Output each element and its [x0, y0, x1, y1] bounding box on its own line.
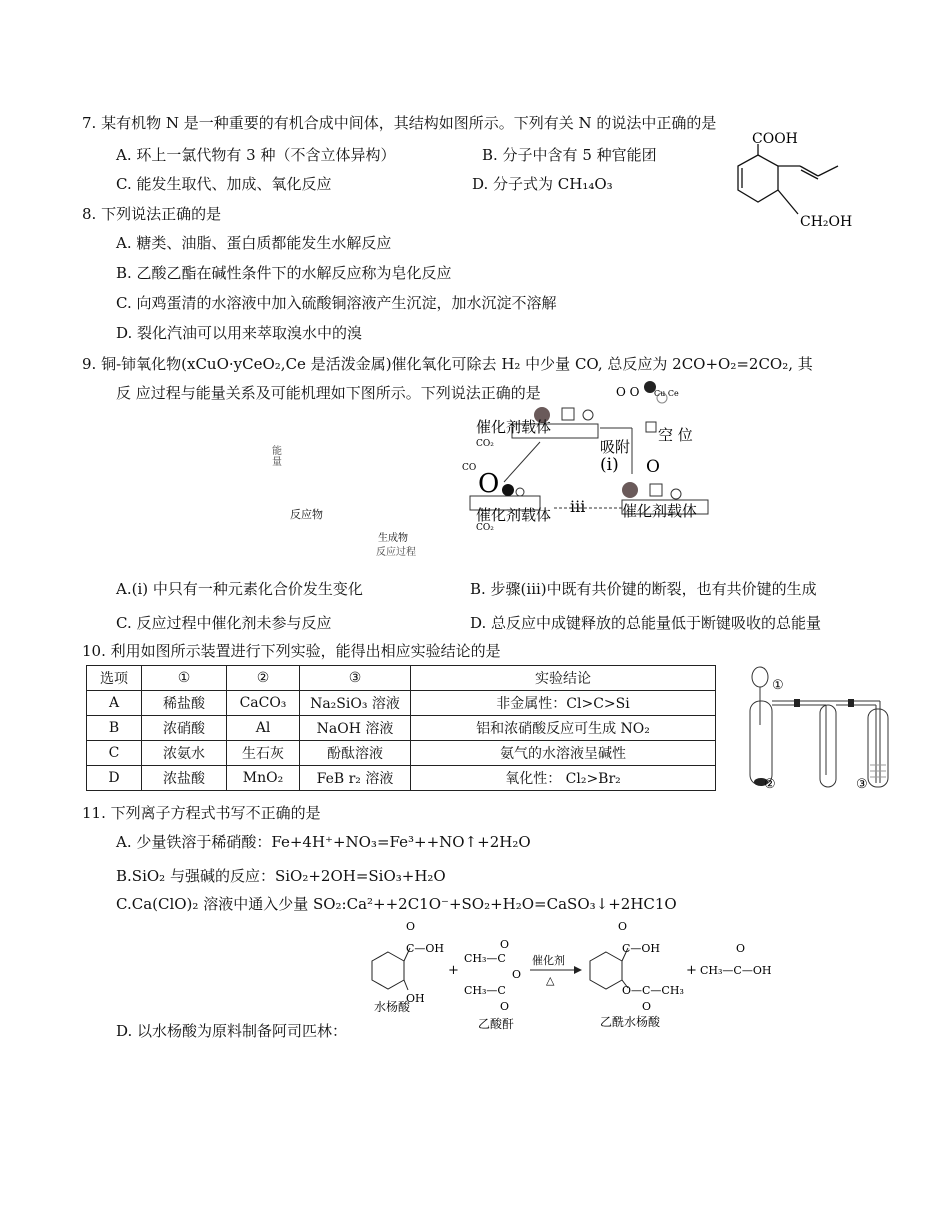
apparatus-label-1: ① — [772, 678, 784, 693]
q7-option-c[interactable]: C. 能发生取代、加成、氧化反应 — [116, 175, 332, 193]
salicylic-acid-label: 水杨酸 — [374, 1000, 411, 1014]
cell: MnO₂ — [227, 766, 300, 791]
mechanism-figure — [462, 378, 722, 548]
aspirin-carbonyl-o: O — [618, 920, 628, 933]
cell: CaCO₃ — [227, 691, 300, 716]
q9-stem-line2: 反 应过程与能量关系及可能机理如下图所示。下列说法正确的是 — [116, 384, 541, 402]
process-axis-label: 反应过程 — [376, 547, 416, 558]
q11-stem: 11. 下列离子方程式书写不正确的是 — [82, 804, 321, 822]
plus-sign-2: + — [686, 963, 697, 978]
q9-option-d[interactable]: D. 总反应中成键释放的总能量低于断键吸收的总能量 — [470, 614, 822, 632]
header-option: 选项 — [87, 666, 142, 691]
salicylic-c-oh: C—OH — [406, 942, 445, 955]
cell: 非金属性：Cl>C>Si — [411, 691, 716, 716]
mech-vacancy: 空 位 — [658, 426, 693, 444]
mech-carrier-right: 催化剂载体 — [622, 502, 698, 520]
cell: 浓硝酸 — [142, 716, 227, 741]
cell: 铝和浓硝酸反应可生成 NO₂ — [411, 716, 716, 741]
energy-axis-label: 能 量 — [272, 446, 282, 468]
mech-step-3: iii — [570, 497, 586, 516]
reactant-label: 反应物 — [290, 508, 323, 521]
cell: D — [87, 766, 142, 791]
acetic-o: O — [736, 942, 746, 955]
mech-o-right: O — [646, 457, 660, 477]
cell: Na₂SiO₃ 溶液 — [300, 691, 411, 716]
mech-cuce: Cu Ce — [654, 389, 679, 398]
cell: 酚酞溶液 — [300, 741, 411, 766]
cell: Al — [227, 716, 300, 741]
cell: A — [87, 691, 142, 716]
aspirin-reaction-figure — [360, 918, 810, 1036]
q8-option-d[interactable]: D. 裂化汽油可以用来萃取溴水中的溴 — [116, 324, 363, 342]
anhydride-ch3c-top: CH₃—C — [464, 952, 506, 965]
anhydride-o-bottom: O — [500, 1000, 510, 1013]
mech-step-1: (i) — [600, 455, 619, 475]
aspirin-ester-o: O — [642, 1000, 652, 1013]
salicylic-oh: OH — [406, 992, 425, 1005]
apparatus-figure — [740, 665, 900, 795]
cell: NaOH 溶液 — [300, 716, 411, 741]
anhydride-ch3c-bottom: CH₃—C — [464, 984, 506, 997]
q11-option-d[interactable]: D. 以水杨酸为原料制备阿司匹林： — [116, 1022, 348, 1040]
mech-o-big: O — [478, 469, 500, 499]
header-reagent-1: ① — [142, 666, 227, 691]
q9-option-a[interactable]: A.(i) 中只有一种元素化合价发生变化 — [116, 580, 363, 598]
q7-option-a[interactable]: A. 环上一氯代物有 3 种（不含立体异构） — [116, 146, 396, 164]
cell: C — [87, 741, 142, 766]
table-row — [87, 766, 716, 791]
q7-cooh-label: COOH — [752, 131, 798, 147]
cell: 生石灰 — [227, 741, 300, 766]
apparatus-label-2: ② — [764, 777, 776, 792]
catalyst-label: 催化剂 — [532, 954, 565, 967]
cell: B — [87, 716, 142, 741]
q8-option-b[interactable]: B. 乙酸乙酯在碱性条件下的水解反应称为皂化反应 — [116, 264, 452, 282]
salicylic-carbonyl-o: O — [406, 920, 416, 933]
mech-carrier-top: 催化剂载体 — [476, 418, 552, 436]
aspirin-ester: O—C—CH₃ — [622, 984, 684, 997]
table-row — [87, 716, 716, 741]
q11-option-b[interactable]: B.SiO₂ 与强碱的反应：SiO₂+2OH=SiO₃+H₂O — [116, 867, 446, 885]
q7-structure-figure — [720, 128, 860, 238]
header-conclusion: 实验结论 — [411, 666, 716, 691]
cell: 稀盐酸 — [142, 691, 227, 716]
aspirin-label: 乙酰水杨酸 — [600, 1015, 661, 1029]
cell: 浓氨水 — [142, 741, 227, 766]
q10-stem: 10. 利用如图所示装置进行下列实验，能得出相应实验结论的是 — [82, 642, 501, 660]
q9-option-c[interactable]: C. 反应过程中催化剂未参与反应 — [116, 614, 332, 632]
q7-option-d[interactable]: D. 分子式为 CH₁₄O₃ — [472, 175, 613, 193]
mech-co2-bottom: CO₂ — [476, 523, 494, 533]
product-label: 生成物 — [378, 533, 408, 544]
q10-experiment-table — [86, 665, 716, 791]
heat-symbol: △ — [546, 974, 555, 987]
q9-stem-line1: 9. 铜-铈氧化物(xCuO·yCeO₂,Ce 是活泼金属)催化氧化可除去 H₂ 中少量 CO, 总反应为 2CO+O₂=2CO₂, 其 — [82, 355, 813, 373]
header-reagent-3: ③ — [300, 666, 411, 691]
mech-adsorb: 吸附 — [600, 438, 631, 456]
plus-sign-1: + — [448, 963, 459, 978]
q7-stem: 7. 某有机物 N 是一种重要的有机合成中间体，其结构如图所示。下列有关 N 的说法中正确的是 — [82, 114, 717, 132]
q11-option-c[interactable]: C.Ca(ClO)₂ 溶液中通入少量 SO₂:Ca²++2C1O⁻+SO₂+H₂O=CaSO₃↓+2HC1O — [116, 895, 677, 913]
mech-co: CO — [462, 463, 477, 473]
mech-carrier-left: 催化剂载体 — [476, 506, 552, 524]
header-reagent-2: ② — [227, 666, 300, 691]
q7-option-b[interactable]: B. 分子中含有 5 种官能团 — [482, 146, 657, 164]
q11-option-a[interactable]: A. 少量铁溶于稀硝酸：Fe+4H⁺+NO₃=Fe³++NO↑+2H₂O — [116, 833, 531, 851]
cell: 氧化性： Cl₂>Br₂ — [411, 766, 716, 791]
q7-ch2oh-label: CH₂OH — [800, 214, 853, 230]
anhydride-label: 乙酸酐 — [478, 1017, 515, 1031]
table-header-row — [87, 666, 716, 691]
q8-stem: 8. 下列说法正确的是 — [82, 205, 222, 223]
anhydride-o-top: O — [500, 938, 510, 951]
cell: FeB r₂ 溶液 — [300, 766, 411, 791]
table-row — [87, 691, 716, 716]
apparatus-label-3: ③ — [856, 777, 868, 792]
cell: 氨气的水溶液呈碱性 — [411, 741, 716, 766]
q8-option-a[interactable]: A. 糖类、油脂、蛋白质都能发生水解反应 — [116, 234, 392, 252]
table-row — [87, 741, 716, 766]
q9-option-b[interactable]: B. 步骤(iii)中既有共价键的断裂，也有共价键的生成 — [470, 580, 817, 598]
mech-co2-top: CO₂ — [476, 439, 494, 449]
acetic-acid: CH₃—C—OH — [700, 964, 772, 977]
cell: 浓盐酸 — [142, 766, 227, 791]
anhydride-o-link: O — [512, 968, 522, 981]
mech-oo: O O — [616, 385, 640, 399]
aspirin-c-oh: C—OH — [622, 942, 661, 955]
q8-option-c[interactable]: C. 向鸡蛋清的水溶液中加入硫酸铜溶液产生沉淀，加水沉淀不溶解 — [116, 294, 557, 312]
